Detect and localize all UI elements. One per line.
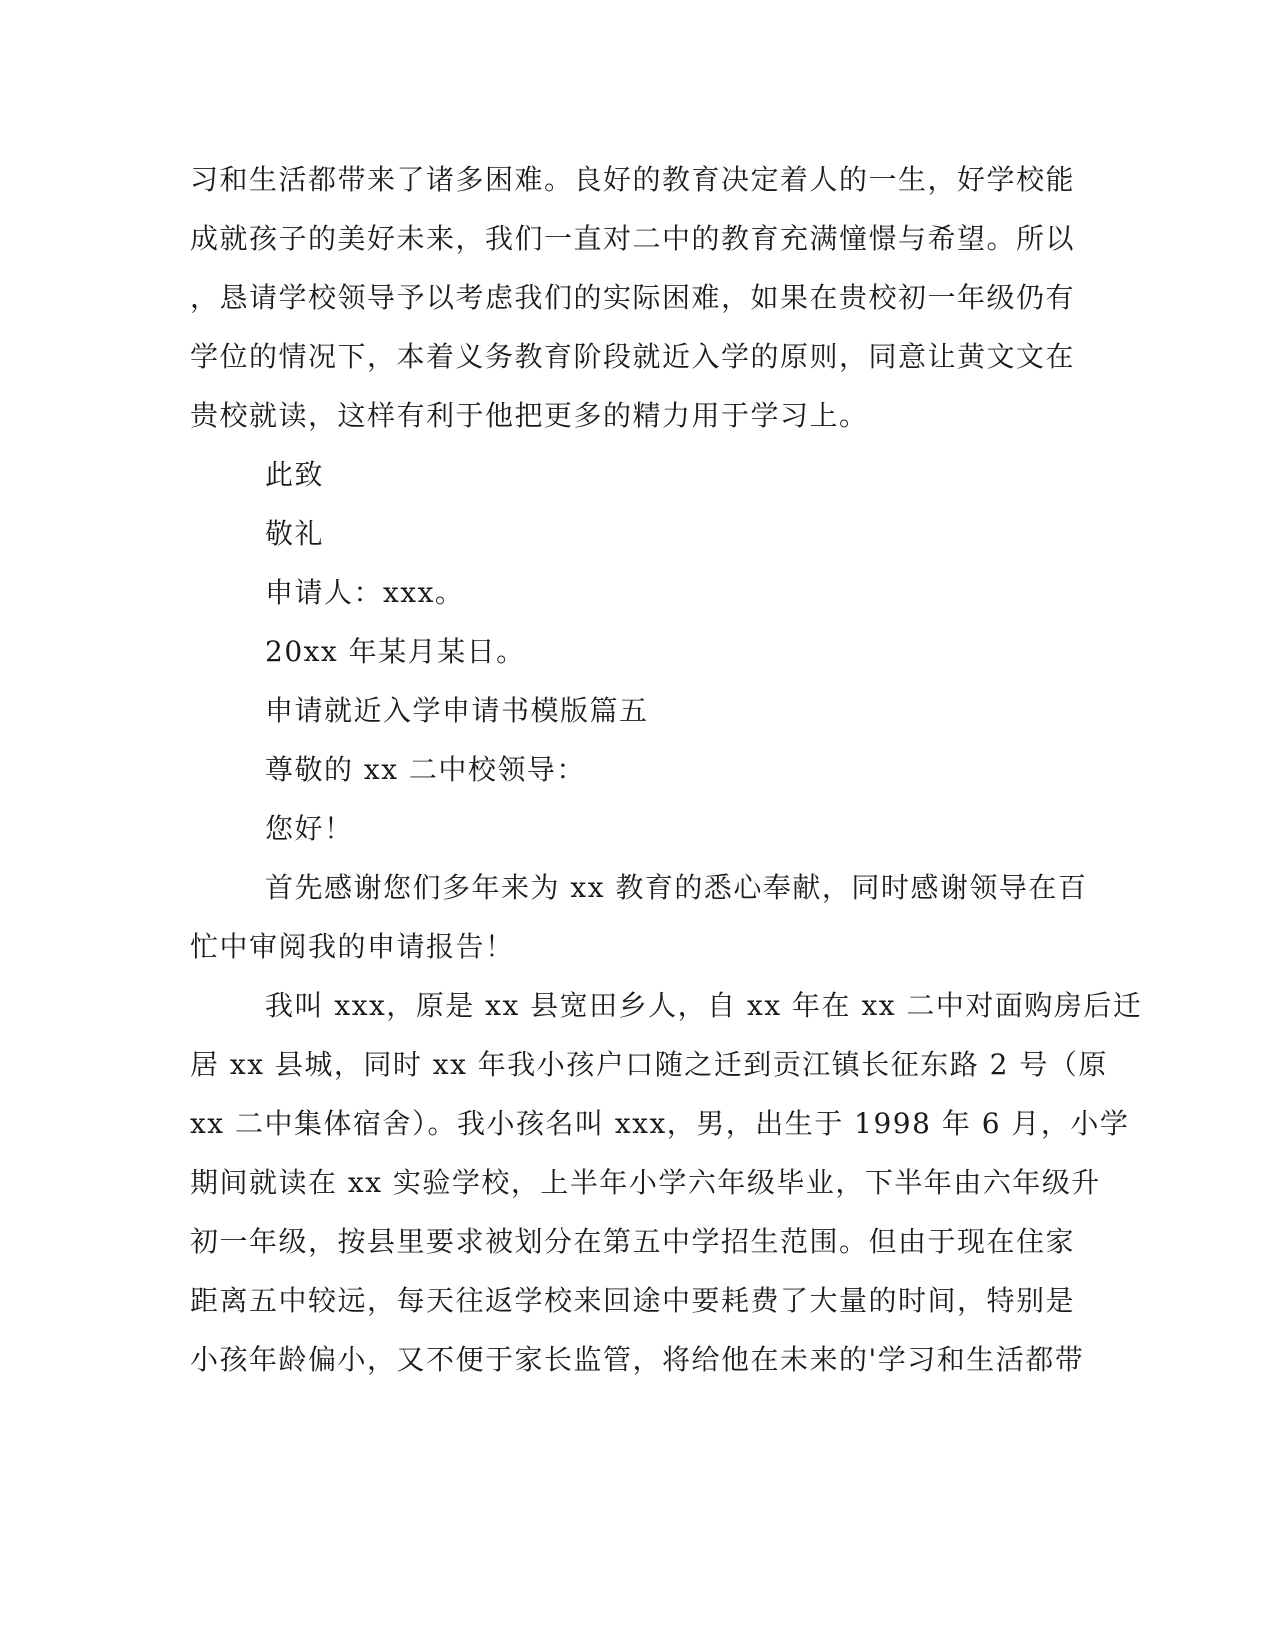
paragraph-2-line-1: 我叫 xxx，原是 xx 县宽田乡人，自 xx 年在 xx 二中对面购房后迁 (265, 989, 1143, 1022)
text-line-1: 习和生活都带来了诸多困难。良好的教育决定着人的一生，好学校能 (190, 163, 1076, 196)
salutation: 尊敬的 xx 二中校领导： (265, 753, 586, 786)
text-line-2: 成就孩子的美好未来，我们一直对二中的教育充满憧憬与希望。所以 (190, 222, 1076, 255)
text-line-4: 学位的情况下，本着义务教育阶段就近入学的原则，同意让黄文文在 (190, 340, 1076, 373)
paragraph-2-line-3: xx 二中集体宿舍）。我小孩名叫 xxx，男，出生于 1998 年 6 月，小学 (190, 1107, 1130, 1140)
paragraph-2-line-4: 期间就读在 xx 实验学校，上半年小学六年级毕业，下半年由六年级升 (190, 1166, 1101, 1199)
paragraph-2-line-7: 小孩年龄偏小，又不便于家长监管，将给他在未来的'学习和生活都带 (190, 1343, 1085, 1376)
closing-cizhi: 此致 (265, 458, 325, 491)
paragraph-2-line-2: 居 xx 县城，同时 xx 年我小孩户口随之迁到贡江镇长征东路 2 号（原 (190, 1048, 1108, 1081)
paragraph-2-line-6: 距离五中较远，每天往返学校来回途中要耗费了大量的时间，特别是 (190, 1284, 1076, 1317)
date-line: 20xx 年某月某日。 (265, 635, 526, 668)
text-line-3: ，恳请学校领导予以考虑我们的实际困难，如果在贵校初一年级仍有 (190, 281, 1076, 314)
section-heading: 申请就近入学申请书模版篇五 (265, 694, 649, 727)
greeting: 您好！ (265, 812, 354, 845)
paragraph-1-line-1: 首先感谢您们多年来为 xx 教育的悉心奉献，同时感谢领导在百 (265, 871, 1088, 904)
paragraph-1-line-2: 忙中审阅我的申请报告！ (190, 930, 515, 963)
applicant-signature: 申请人：xxx。 (265, 576, 465, 609)
paragraph-2-line-5: 初一年级，按县里要求被划分在第五中学招生范围。但由于现在住家 (190, 1225, 1076, 1258)
closing-jingli: 敬礼 (265, 517, 325, 550)
text-line-5: 贵校就读，这样有利于他把更多的精力用于学习上。 (190, 399, 869, 432)
